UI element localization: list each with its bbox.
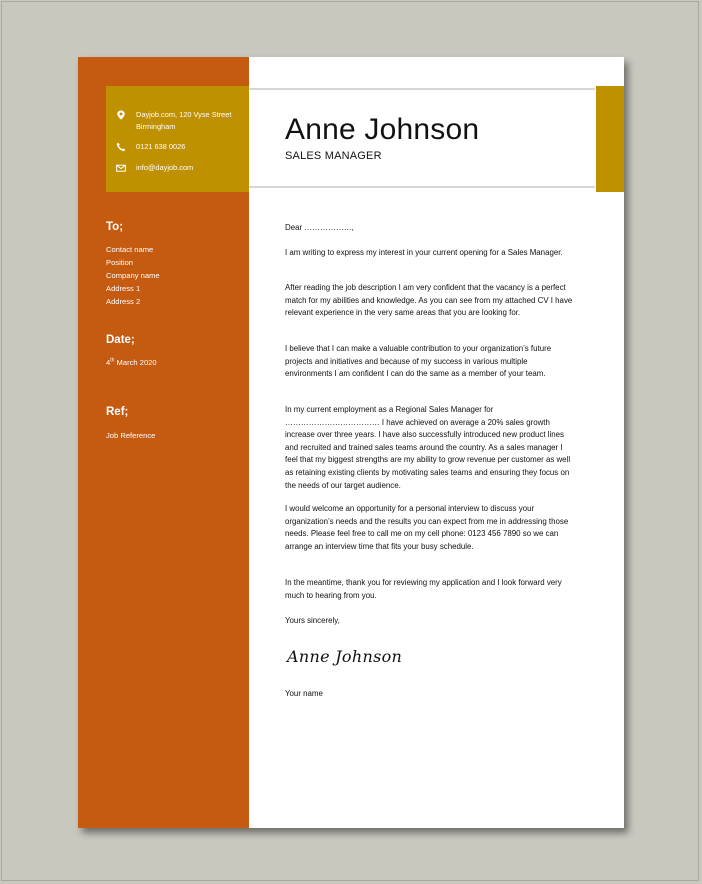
- letter-greeting: Dear ………………,: [285, 223, 354, 232]
- letter-closing: Yours sincerely,: [285, 616, 340, 625]
- sidebar: [78, 57, 249, 828]
- email-address: info@dayjob.com: [136, 163, 194, 172]
- to-heading: To;: [106, 221, 124, 233]
- recipient-company: Company name: [106, 271, 160, 280]
- phone-number: 0121 638 0026: [136, 142, 186, 151]
- letter-paragraph-3: I believe that I can make a valuable contribution to your organization’s future projects and initiatives and because of my success in various multiple environments I am confident I can do the same as a member of your team.: [285, 344, 552, 379]
- contact-email: [116, 162, 193, 174]
- recipient-address-1: Address 1: [106, 284, 141, 293]
- phone-icon: [116, 142, 126, 152]
- location-pin-icon: [116, 110, 126, 120]
- letter-paragraph-5: I would welcome an opportunity for a personal interview to discuss your organization’s needs and the results you can expect from me in addressing those needs. Please feel free to call me on my cell phone: 0123 456 7890 so we can arrange an interview time that fits your busy schedule.: [285, 504, 569, 551]
- letter-paragraph-1: I am writing to express my interest in your current opening for a Sales Manager.: [285, 248, 563, 257]
- letter-paragraph-6: In the meantime, thank you for reviewing my application and I look forward very much to hearing from you.: [285, 578, 562, 600]
- address-line-1: Dayjob.com, 120 Vyse Street: [136, 110, 232, 119]
- signature: Anne Johnson: [287, 647, 403, 666]
- letter-paragraph-4: In my current employment as a Regional Sales Manager for ……………………………… I have achieved on average a 20% sales growth increase over three years. I have also successfully introduced new product lines and recruited and trained sales teams around the country. As a sales manager I feel that my biggest strengths are my ability to grow revenue per customer as well as retaining existing clients by motivating sales teams and ensuring they focus on the needs of our target audience.: [285, 405, 571, 490]
- contact-box: [106, 86, 249, 192]
- address-line-2: Birmingham: [136, 122, 176, 131]
- letter-date: [106, 356, 157, 369]
- recipient-details: [106, 243, 160, 308]
- job-reference: Job Reference: [106, 431, 156, 440]
- header-accent-tab: [596, 86, 624, 192]
- date-month-year: March 2020: [114, 358, 157, 367]
- applicant-title: SALES MANAGER: [285, 150, 382, 162]
- letter-paragraph-2: After reading the job description I am very confident that the vacancy is a perfect match for my abilities and knowledge. As you can see from my attached CV I have relevant experience in the very same areas that you are looking for.: [285, 283, 573, 318]
- signatory-name: Your name: [285, 689, 323, 698]
- cover-letter-page: [78, 57, 624, 828]
- contact-address: [116, 109, 231, 133]
- contact-phone: [116, 141, 185, 153]
- recipient-address-2: Address 2: [106, 297, 141, 306]
- recipient-contact-name: Contact name: [106, 245, 154, 254]
- date-heading: Date;: [106, 334, 135, 346]
- date-day: 4: [106, 358, 111, 367]
- date-suffix: th: [110, 357, 115, 364]
- ref-heading: Ref;: [106, 406, 129, 418]
- recipient-position: Position: [106, 258, 134, 267]
- envelope-icon: [116, 163, 126, 173]
- applicant-name: Anne Johnson: [285, 113, 480, 146]
